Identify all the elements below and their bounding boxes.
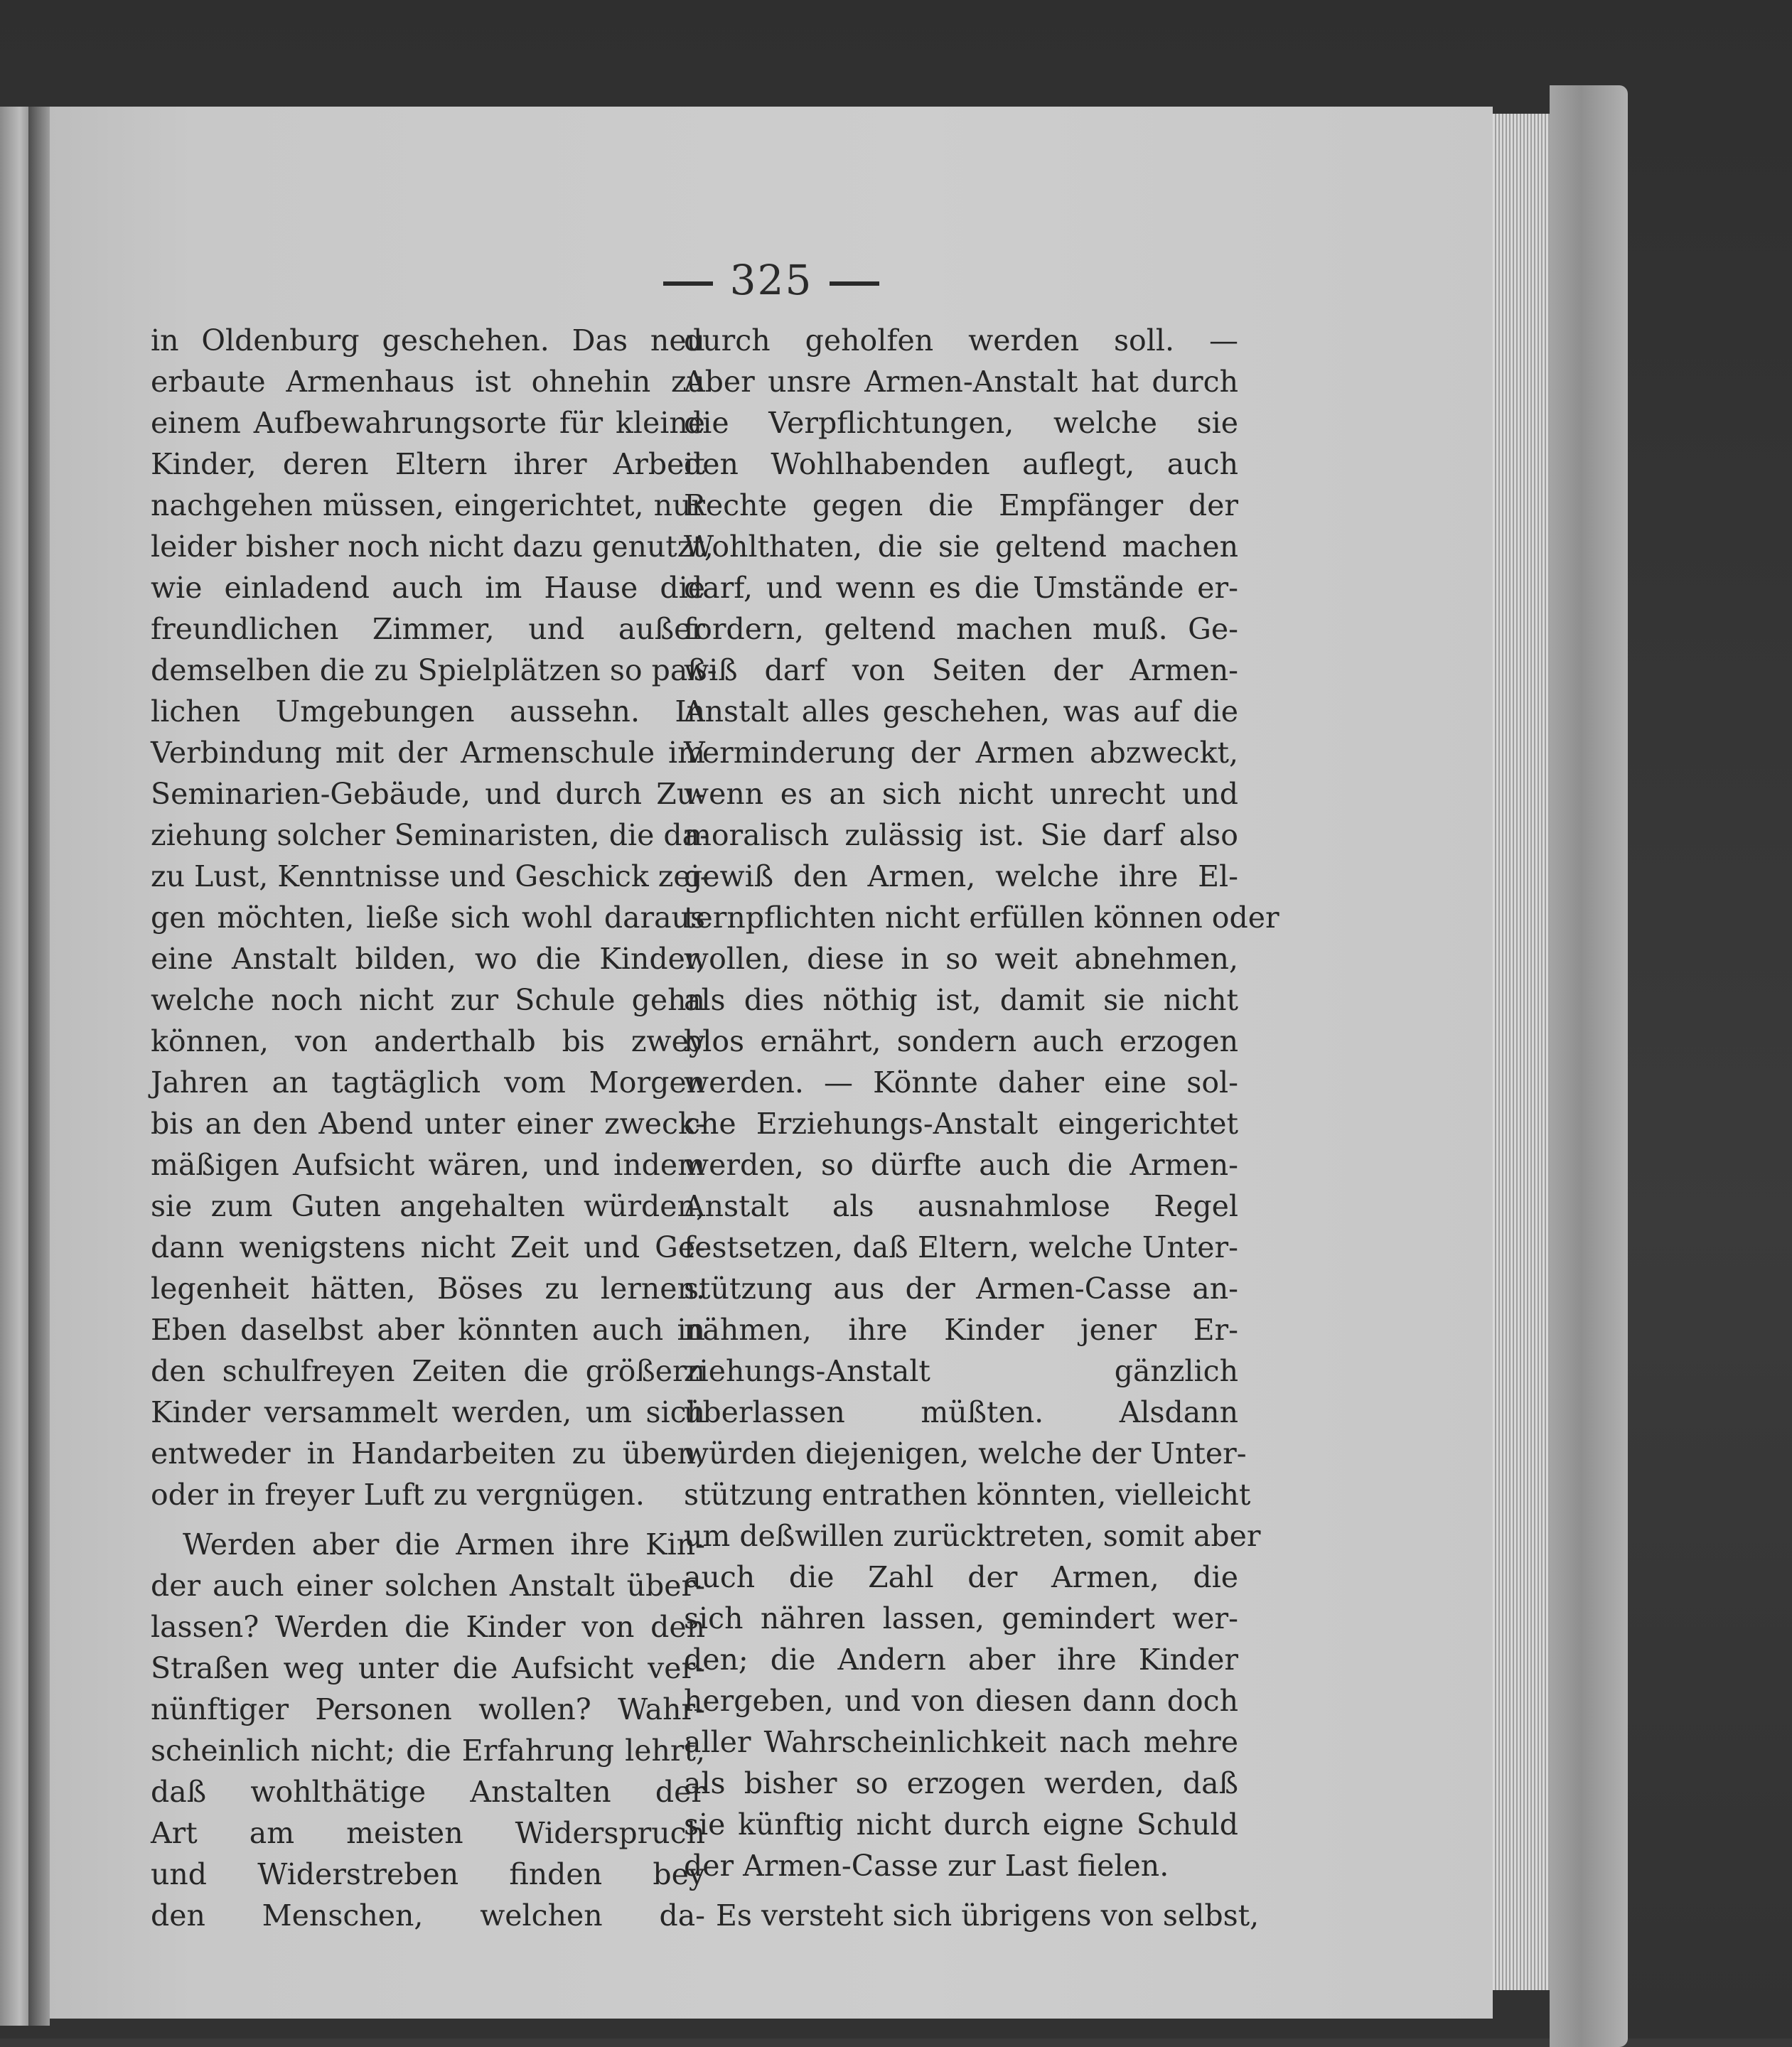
gutter-shadow	[28, 107, 50, 2026]
text-line: blos ernährt, sondern auch erzogen	[684, 1024, 1238, 1058]
text-line: erbaute Armenhaus ist ohnehin zu	[151, 365, 705, 399]
text-line: die Verpflichtungen, welche sie	[684, 406, 1238, 440]
text-line: ziehung solcher Seminaristen, die da-	[151, 818, 709, 852]
text-line: würden diejenigen, welche der Unter-	[684, 1436, 1247, 1471]
text-line: gewiß den Armen, welche ihre El-	[684, 859, 1238, 893]
text-line: freundlichen Zimmer, und außer	[151, 612, 705, 646]
text-line: wiß darf von Seiten der Armen-	[684, 653, 1238, 687]
text-line: den Wohlhabenden auflegt, auch	[684, 447, 1238, 481]
text-line: wollen, diese in so weit abnehmen,	[684, 942, 1238, 976]
text-line: Wohlthaten, die sie geltend machen	[684, 530, 1238, 564]
text-line: wie einladend auch im Hause die	[151, 571, 705, 605]
text-line: daß wohlthätige Anstalten der	[151, 1775, 705, 1809]
text-line: Verminderung der Armen abzweckt,	[684, 736, 1238, 770]
text-line: darf, und wenn es die Umstände er-	[684, 571, 1238, 605]
text-line: den schulfreyen Zeiten die größern	[151, 1354, 705, 1388]
text-line: werden, so dürfte auch die Armen-	[684, 1148, 1238, 1182]
text-line: Kinder versammelt werden, um sich	[151, 1395, 705, 1429]
text-column-left	[151, 320, 717, 1936]
text-line: moralisch zulässig ist. Sie darf also	[684, 818, 1238, 852]
text-line: aller Wahrscheinlichkeit nach mehre	[684, 1725, 1238, 1759]
text-line: in Oldenburg geschehen. Das neu	[151, 323, 705, 358]
text-line: scheinlich nicht; die Erfahrung lehrt,	[151, 1734, 705, 1768]
text-line: einem Aufbewahrungsorte für kleine	[151, 406, 705, 440]
text-line: eine Anstalt bilden, wo die Kinder,	[151, 942, 705, 976]
text-line: gen möchten, ließe sich wohl daraus	[151, 901, 705, 935]
text-line: entweder in Handarbeiten zu üben,	[151, 1436, 705, 1471]
text-line: Werden aber die Armen ihre Kin-	[183, 1527, 705, 1562]
text-line: durch geholfen werden soll. —	[684, 323, 1238, 358]
text-line: Jahren an tagtäglich vom Morgen	[151, 1065, 705, 1100]
page-number: 325	[729, 256, 813, 304]
text-line: ternpflichten nicht erfüllen können oder	[684, 901, 1279, 935]
text-line: Anstalt alles geschehen, was auf die	[684, 694, 1238, 729]
text-line: und Widerstreben finden bey	[151, 1857, 705, 1891]
text-line: werden. — Könnte daher eine sol-	[684, 1065, 1238, 1100]
header-dash-right	[830, 281, 879, 286]
text-line: che Erziehungs-Anstalt eingerichtet	[684, 1107, 1238, 1141]
text-line: Aber unsre Armen-Anstalt hat durch	[684, 365, 1238, 399]
text-line: Straßen weg unter die Aufsicht ver-	[151, 1651, 705, 1685]
text-line: mäßigen Aufsicht wären, und indem	[151, 1148, 705, 1182]
text-line: wenn es an sich nicht unrecht und	[684, 777, 1238, 811]
text-line: Seminarien-Gebäude, und durch Zu-	[151, 777, 705, 811]
text-line: lassen? Werden die Kinder von den	[151, 1610, 705, 1644]
text-line: Kinder, deren Eltern ihrer Arbeit	[151, 447, 705, 481]
text-line: stützung aus der Armen-Casse an-	[684, 1272, 1238, 1306]
text-line: der Armen-Casse zur Last fielen.	[684, 1849, 1169, 1883]
text-line: legenheit hätten, Böses zu lernen.	[151, 1272, 705, 1306]
text-line: sie künftig nicht durch eigne Schuld	[684, 1807, 1238, 1842]
text-line: sie zum Guten angehalten würden,	[151, 1189, 705, 1223]
text-line: hergeben, und von diesen dann doch	[684, 1684, 1238, 1718]
text-line: als bisher so erzogen werden, daß	[684, 1766, 1238, 1800]
text-line: ziehungs-Anstalt gänzlich	[684, 1354, 1238, 1388]
text-line: Art am meisten Widerspruch	[151, 1816, 705, 1850]
text-line: Es versteht sich übrigens von selbst,	[716, 1898, 1260, 1933]
text-line: leider bisher noch nicht dazu genutzt,	[151, 530, 714, 564]
text-line: nünftiger Personen wollen? Wahr-	[151, 1692, 705, 1726]
text-line: lichen Umgebungen aussehn. In	[151, 694, 705, 729]
text-line: den; die Andern aber ihre Kinder	[684, 1643, 1238, 1677]
text-column-right	[684, 320, 1279, 1936]
text-line: Verbindung mit der Armenschule im	[151, 736, 705, 770]
left-page-edge	[0, 107, 28, 2026]
text-line: können, von anderthalb bis zwey	[151, 1024, 705, 1058]
text-line: überlassen müßten. Alsdann	[684, 1395, 1238, 1429]
text-line: demselben die zu Spielplätzen so paß-	[151, 653, 717, 687]
text-line: stützung entrathen könnten, vielleicht	[684, 1478, 1251, 1512]
text-line: welche noch nicht zur Schule gehn	[151, 983, 705, 1017]
text-line: auch die Zahl der Armen, die	[684, 1560, 1238, 1594]
book-cover-edge	[1550, 85, 1628, 2047]
page-number-header	[50, 256, 1493, 304]
text-line: um deßwillen zurücktreten, somit aber	[684, 1519, 1261, 1553]
header-dash-left	[663, 281, 713, 286]
text-line: Anstalt als ausnahmlose Regel	[684, 1189, 1238, 1223]
text-line: oder in freyer Luft zu vergnügen.	[151, 1478, 645, 1512]
text-line: nachgehen müssen, eingerichtet, nur	[151, 488, 705, 522]
page-stack-edge	[1493, 114, 1550, 1990]
text-line: fordern, geltend machen muß. Ge-	[684, 612, 1238, 646]
text-line: bis an den Abend unter einer zweck-	[151, 1107, 705, 1141]
text-line: sich nähren lassen, gemindert wer-	[684, 1601, 1238, 1635]
text-line: den Menschen, welchen da-	[151, 1898, 705, 1933]
text-line: der auch einer solchen Anstalt über-	[151, 1569, 705, 1603]
text-line: Rechte gegen die Empfänger der	[684, 488, 1238, 522]
text-line: festsetzen, daß Eltern, welche Unter-	[684, 1230, 1238, 1264]
text-line: Eben daselbst aber könnten auch in	[151, 1313, 705, 1347]
text-line: dann wenigstens nicht Zeit und Ge-	[151, 1230, 705, 1264]
text-line: als dies nöthig ist, damit sie nicht	[684, 983, 1238, 1017]
text-line: nähmen, ihre Kinder jener Er-	[684, 1313, 1238, 1347]
text-line: zu Lust, Kenntnisse und Geschick zei-	[151, 859, 710, 893]
